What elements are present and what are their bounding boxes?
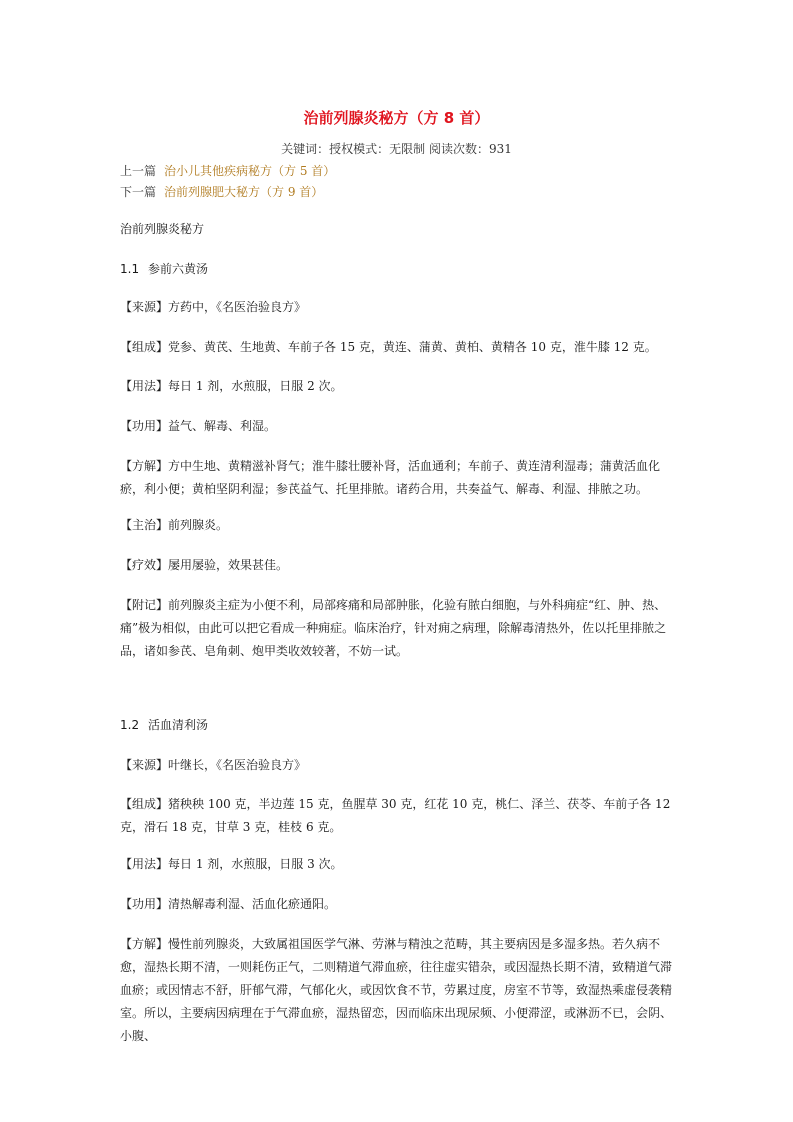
section-heading <box>120 714 680 737</box>
usage-paragraph <box>120 853 680 876</box>
composition-paragraph <box>120 336 680 359</box>
section-number: 1.2 <box>120 718 140 732</box>
section-heading <box>120 258 680 281</box>
indication-paragraph <box>120 514 680 537</box>
field-tag: 【用法】 <box>120 857 169 871</box>
field-text: 党参、黄芪、生地黄、车前子各 15 克，黄连、蒲黄、黄柏、黄精各 10 克，淮牛膝 12 克。 <box>168 340 657 354</box>
next-article <box>120 183 323 200</box>
source-paragraph <box>120 754 680 777</box>
effect-paragraph <box>120 893 680 916</box>
note-paragraph <box>120 594 680 663</box>
field-tag: 【主治】 <box>120 518 169 532</box>
composition-paragraph <box>120 793 680 839</box>
explanation-paragraph <box>120 455 680 501</box>
source-paragraph <box>120 296 680 319</box>
field-text: 每日 1 剂，水煎服，日服 2 次。 <box>168 379 343 393</box>
field-text: 猪秧秧 100 克，半边莲 15 克，鱼腥草 30 克，红花 10 克，桃仁、泽兰、茯苓、车前子各 12 克，滑石 18 克，甘草 3 克，桂枝 6 克。 <box>120 797 671 834</box>
field-tag: 【用法】 <box>120 379 169 393</box>
efficacy-paragraph <box>120 554 680 577</box>
field-tag: 【方解】 <box>120 937 169 951</box>
effect-paragraph <box>120 415 680 438</box>
field-text: 方药中，《名医治验良方》 <box>168 300 307 314</box>
field-text: 清热解毒利湿、活血化瘀通阳。 <box>168 897 337 911</box>
prev-label: 上一篇 <box>120 164 157 178</box>
field-tag: 【方解】 <box>120 459 169 473</box>
field-text: 屡用屡验，效果甚佳。 <box>168 558 289 572</box>
field-tag: 【功用】 <box>120 419 169 433</box>
section-name: 活血清利汤 <box>148 718 209 732</box>
field-tag: 【疗效】 <box>120 558 169 572</box>
intro-text: 治前列腺炎秘方 <box>120 222 205 236</box>
field-text: 益气、解毒、利湿。 <box>168 419 277 433</box>
section-number: 1.1 <box>120 262 140 276</box>
field-text: 方中生地、黄精滋补肾气；淮牛膝壮腰补肾，活血通利；车前子、黄连清利湿毒；蒲黄活血化瘀，利小便；黄柏坚阴利湿；参芪益气、托里排脓。诸药合用，共奏益气、解毒、利湿、排脓之功。 <box>120 459 661 496</box>
section-name: 参前六黄汤 <box>148 262 209 276</box>
field-text: 每日 1 剂，水煎服，日服 3 次。 <box>168 857 343 871</box>
document-meta: 关键词：授权模式：无限制 阅读次数：931 <box>281 142 512 156</box>
explanation-paragraph <box>120 933 680 1048</box>
field-tag: 【组成】 <box>120 340 169 354</box>
field-tag: 【功用】 <box>120 897 169 911</box>
document-title: 治前列腺炎秘方（方 8 首） <box>303 109 490 127</box>
field-text: 叶继长，《名医治验良方》 <box>168 758 307 772</box>
field-tag: 【来源】 <box>120 300 169 314</box>
field-tag: 【来源】 <box>120 758 169 772</box>
field-tag: 【组成】 <box>120 797 169 811</box>
usage-paragraph <box>120 375 680 398</box>
field-tag: 【附记】 <box>120 598 169 612</box>
next-label: 下一篇 <box>120 185 157 199</box>
field-text: 前列腺炎主症为小便不利，局部疼痛和局部肿胀，化验有脓白细胞，与外科痈症“红、肿、热、痛”极为相似，由此可以把它看成一种痈症。临床治疗，针对痈之病理，除解毒清热外，佐以托里排脓之品，诸如参芪、皂角刺、炮甲类收效较著，不妨一试。 <box>120 598 667 658</box>
field-text: 慢性前列腺炎，大致属祖国医学气淋、劳淋与精浊之范畴，其主要病因是多湿多热。若久病不愈，湿热长期不清，一则耗伤正气，二则精道气滞血瘀，往往虚实错杂，或因湿热长期不清，致精道气滞血瘀；或因情志不舒，肝郁气滞，气郁化火，或因饮食不节，劳累过度，房室不节等，致湿热乘虚侵袭精室。所以，主要病因病理在于气滞血瘀，湿热留恋，因而临床出现尿频、小便滞涩，或淋沥不已，会阴、小腹、 <box>120 937 673 1043</box>
field-text: 前列腺炎。 <box>168 518 229 532</box>
prev-article <box>120 162 335 179</box>
prev-article-link[interactable]: 治小儿其他疾病秘方（方 5 首） <box>164 164 336 178</box>
next-article-link[interactable]: 治前列腺肥大秘方（方 9 首） <box>164 185 324 199</box>
